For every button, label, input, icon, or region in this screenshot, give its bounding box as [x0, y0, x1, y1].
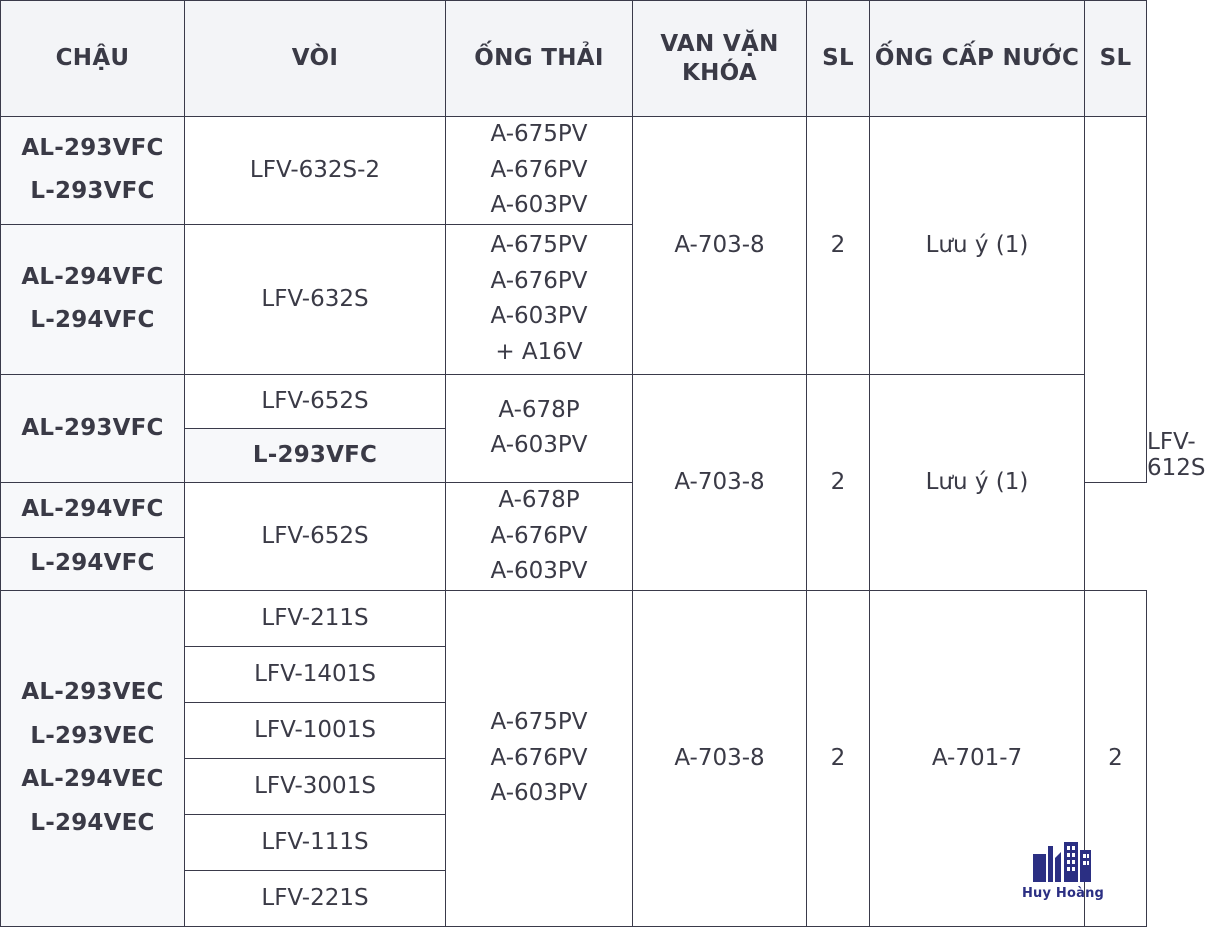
cell-faucet-g5-5: LFV-111S: [185, 814, 446, 870]
cell-basin-group-2: AL-294VFC L-294VFC: [1, 224, 185, 374]
cell-basin-group-4: AL-294VFC: [1, 482, 185, 537]
cell-valve-group-3-4: A-703-8: [633, 374, 807, 590]
table-row: [1, 117, 1147, 225]
cell-valve-qty-group-1-2: 2: [807, 117, 870, 375]
cell-basin-group-5: AL-293VEC L-293VEC AL-294VEC L-294VEC: [1, 590, 185, 926]
cell-faucet-g5-6: LFV-221S: [185, 870, 446, 926]
header-chau: CHẬU: [1, 1, 185, 117]
cell-drain-group-2: A-675PV A-676PV A-603PV + A16V: [446, 224, 633, 374]
header-ong-thai: ỐNG THẢI: [446, 1, 633, 117]
cell-valve-qty-group-5: 2: [807, 590, 870, 926]
cell-drain-group-3: A-678P A-603PV: [446, 374, 633, 482]
cell-basin-group-3-line2: L-293VFC: [185, 428, 446, 482]
cell-basin-group-3: AL-293VFC: [1, 374, 185, 482]
cell-valve-group-5: A-703-8: [633, 590, 807, 926]
cell-faucet-g5-2: LFV-1401S: [185, 646, 446, 702]
cell-valve-group-1-2: A-703-8: [633, 117, 807, 375]
header-sl-valve: SL: [807, 1, 870, 117]
table-row: [1, 590, 1147, 646]
cell-faucet-g3-1: LFV-652S: [185, 374, 446, 428]
cell-basin-group-1: AL-293VFC L-293VFC: [1, 117, 185, 225]
table-row: [1, 374, 1147, 428]
header-sl-supply: SL: [1085, 1, 1147, 117]
cell-valve-qty-group-3-4: 2: [807, 374, 870, 590]
cell-supply-group-3-4: Lưu ý (1): [870, 374, 1085, 590]
header-van-van-khoa: VAN VẶN KHÓA: [633, 1, 807, 117]
cell-faucet-g5-4: LFV-3001S: [185, 758, 446, 814]
cell-faucet-g5-1: LFV-211S: [185, 590, 446, 646]
cell-faucet-g1-1: LFV-632S-2: [185, 117, 446, 225]
header-voi: VÒI: [185, 1, 446, 117]
cell-drain-group-1: A-675PV A-676PV A-603PV: [446, 117, 633, 225]
cell-faucet-g2-1: LFV-632S: [185, 224, 446, 374]
cell-faucet-g4-1: LFV-652S: [185, 482, 446, 590]
logo-text: Huy Hoàng: [1021, 886, 1105, 901]
cell-basin-group-4-line2: L-294VFC: [1, 537, 185, 590]
header-ong-cap-nuoc: ỐNG CẤP NƯỚC: [870, 1, 1085, 117]
table-header-row: [1, 1, 1147, 117]
cell-supply-qty-group-5: 2: [1085, 590, 1147, 926]
cell-drain-group-4: A-678P A-676PV A-603PV: [446, 482, 633, 590]
cell-supply-qty-group-1-4: [1085, 117, 1147, 483]
cell-faucet-g5-3: LFV-1001S: [185, 702, 446, 758]
cell-drain-group-5: A-675PV A-676PV A-603PV: [446, 590, 633, 926]
cell-supply-group-1-2: Lưu ý (1): [870, 117, 1085, 375]
table-row: L-293VFC LFV-612S: [1, 428, 1147, 482]
cell-supply-group-5: A-701-7: [870, 590, 1085, 926]
